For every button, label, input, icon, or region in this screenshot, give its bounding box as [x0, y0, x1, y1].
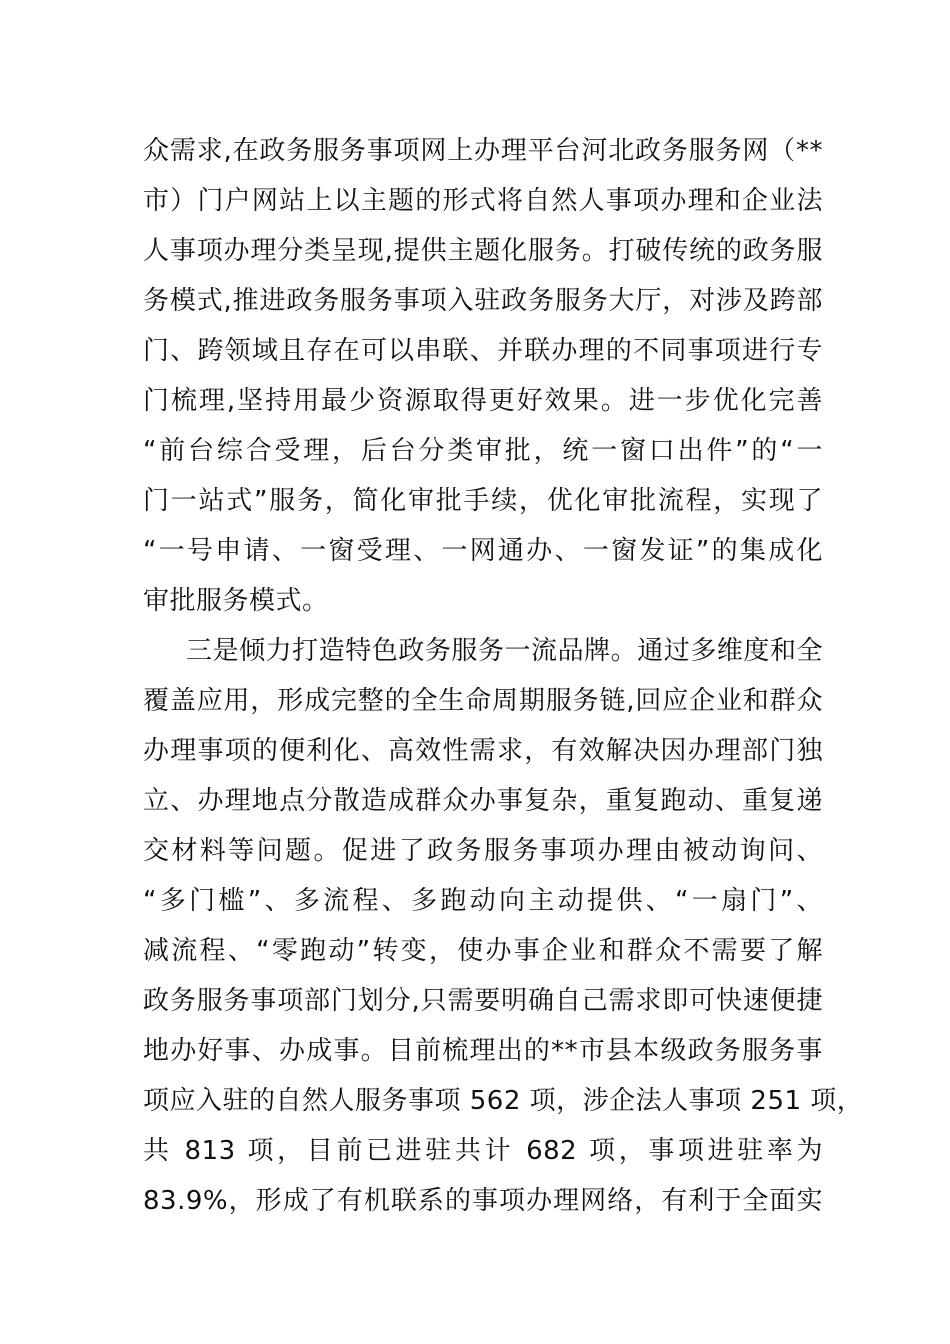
paragraph-2-line-7: 减流程、“零跑动”转变，使办事企业和群众不需要了解: [143, 936, 823, 966]
paragraph-1-line-7: “前台综合受理，后台分类审批，统一窗口出件”的“一: [143, 436, 823, 466]
paragraph-2-line-3: 办理事项的便利化、高效性需求，有效解决因办理部门独: [143, 736, 823, 766]
paragraph-2-line-5: 交材料等问题。促进了政务服务事项办理由被动询问、: [143, 836, 823, 866]
paragraph-2-line-8: 政务服务事项部门划分,只需要明确自己需求即可快速便捷: [143, 986, 823, 1016]
paragraph-1-line-2: 市）门户网站上以主题的形式将自然人事项办理和企业法: [143, 186, 823, 216]
paragraph-2-line-1: 三是倾力打造特色政务服务一流品牌。通过多维度和全: [186, 636, 823, 666]
paragraph-1-line-8: 门一站式”服务，简化审批手续，优化审批流程，实现了: [143, 486, 823, 516]
paragraph-2-line-6: “多门槛”、多流程、多跑动向主动提供、“一扇门”、: [143, 886, 823, 916]
paragraph-1-line-1: 众需求,在政务服务事项网上办理平台河北政务服务网（**: [143, 136, 823, 166]
paragraph-2-line-4: 立、办理地点分散造成群众办事复杂，重复跑动、重复递: [143, 786, 823, 816]
paragraph-1-line-3: 人事项办理分类呈现,提供主题化服务。打破传统的政务服: [143, 236, 823, 266]
paragraph-2-line-2: 覆盖应用，形成完整的全生命周期服务链,回应企业和群众: [143, 686, 823, 716]
paragraph-2-line-11: 共 813 项，目前已进驻共计 682 项，事项进驻率为: [143, 1136, 823, 1166]
paragraph-1-line-4: 务模式,推进政务服务事项入驻政务服务大厅，对涉及跨部: [143, 286, 823, 316]
paragraph-2-line-10: 项应入驻的自然人服务事项 562 项，涉企法人事项 251 项，: [143, 1086, 864, 1116]
paragraph-1-line-6: 门梳理,坚持用最少资源取得更好效果。进一步优化完善: [143, 386, 823, 416]
paragraph-2-line-9: 地办好事、办成事。目前梳理出的**市县本级政务服务事: [143, 1036, 823, 1066]
paragraph-2-line-12: 83.9%，形成了有机联系的事项办理网络，有利于全面实: [143, 1186, 823, 1216]
paragraph-1-line-10: 审批服务模式。: [143, 586, 329, 616]
paragraph-1-line-9: “一号申请、一窗受理、一网通办、一窗发证”的集成化: [143, 536, 823, 566]
paragraph-1-line-5: 门、跨领域且存在可以串联、并联办理的不同事项进行专: [143, 336, 823, 366]
